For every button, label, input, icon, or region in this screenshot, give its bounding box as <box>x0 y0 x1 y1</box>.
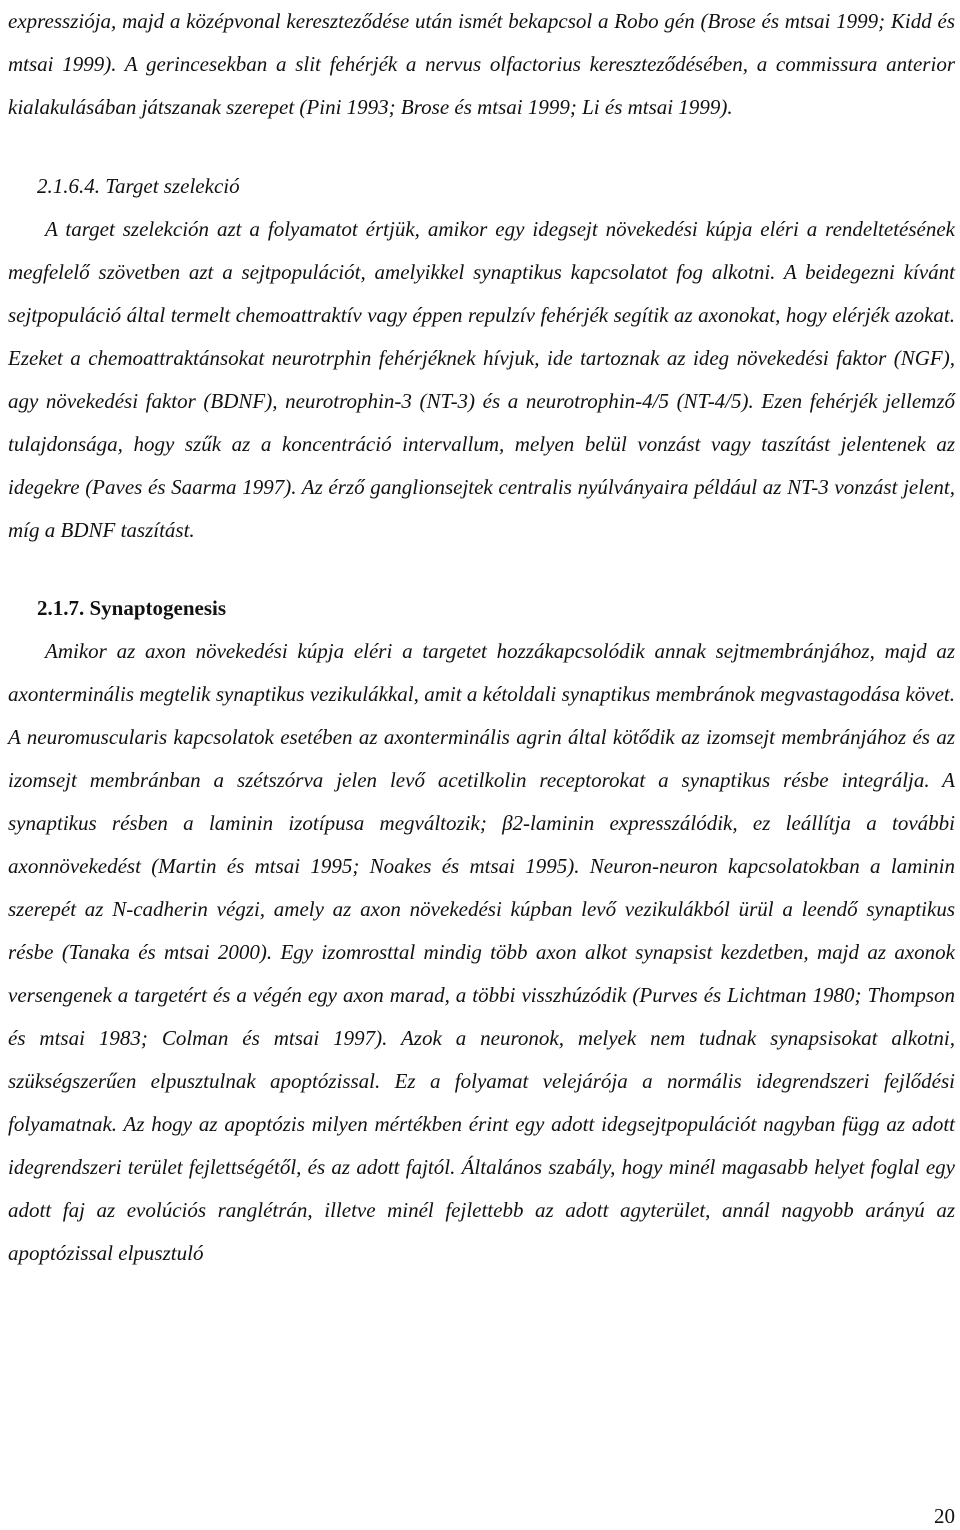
section-title: Synaptogenesis <box>89 596 227 620</box>
section-heading-target-selection <box>8 165 955 208</box>
section-title: Target szelekció <box>105 174 240 198</box>
paragraph-synaptogenesis: Amikor az axon növekedési kúpja eléri a targetet hozzákapcsolódik annak sejtmembránjához, majd az axonterminális megtelik synaptikus vezikulákkal, amit a kétoldali synaptikus membránok megvastagodása követ. A neuromuscularis kapcsolatok esetében az axonterminális agrin által kötődik az izomsejt membránjához és az izomsejt membránban a szétszórva jelen levő acetilkolin receptorokat a synaptikus résbe integrálja. A synaptikus résben a laminin izotípusa megváltozik; β2-laminin expresszálódik, ez leállítja a további axonnövekedést (Martin és mtsai 1995; Noakes és mtsai 1995). Neuron-neuron kapcsolatokban a laminin szerepét az N-cadherin végzi, amely az axon növekedési kúpban levő vezikulákból ürül a leendő synaptikus résbe (Tanaka és mtsai 2000). Egy izomrosttal mindig több axon alkot synapsist kezdetben, majd az axonok versengenek a targetért és a végén egy axon marad, a többi visszhúzódik (Purves és Lichtman 1980; Thompson és mtsai 1983; Colman és mtsai 1997). Azok a neuronok, melyek nem tudnak synapsisokat alkotni, szükségszerűen elpusztulnak apoptózissal. Ez a folyamat velejárója a normális idegrendszeri fejlődési folyamatnak. Az hogy az apoptózis milyen mértékben érint egy adott idegsejtpopulációt nagyban függ az adott idegrendszeri terület fejlettségétől, és az adott fajtól. Általános szabály, hogy minél magasabb helyet foglal egy adott faj az evolúciós ranglétrán, illetve minél fejlettebb az adott agyterület, annál nagyobb arányú az apoptózissal elpusztuló <box>8 639 955 1265</box>
paragraph-intro: expressziója, majd a középvonal kereszteződése után ismét bekapcsol a Robo gén (Brose és mtsai 1999; Kidd és mtsai 1999). A gerincesekban a slit fehérjék a nervus olfactorius kereszteződésében, a commissura anterior kialakulásában játszanak szerepet (Pini 1993; Brose és mtsai 1999; Li és mtsai 1999). <box>8 9 955 119</box>
page-number: 20 <box>934 1504 955 1528</box>
paragraph-target-selection: A target szelekción azt a folyamatot értjük, amikor egy idegsejt növekedési kúpja eléri a rendeltetésének megfelelő szövetben azt a sejtpopulációt, amelyikkel synaptikus kapcsolatot fog alkotni. A beidegezni kívánt sejtpopuláció által termelt chemoattraktív vagy éppen repulzív fehérjék segítik az axonokat, hogy elérjék azokat. Ezeket a chemoattraktánsokat neurotrphin fehérjéknek hívjuk, ide tartoznak az ideg növekedési faktor (NGF), agy növekedési faktor (BDNF), neurotrophin-3 (NT-3) és a neurotrophin-4/5 (NT-4/5). Ezen fehérjék jellemző tulajdonsága, hogy szűk az a koncentráció intervallum, melyen belül vonzást vagy taszítást jelentenek az idegekre (Paves és Saarma 1997). Az érző ganglionsejtek centralis nyúlványaira például az NT-3 vonzást jelent, míg a BDNF taszítást. <box>8 217 955 542</box>
document-page <box>8 0 955 1275</box>
section-number: 2.1.7. <box>37 596 85 620</box>
section-number: 2.1.6.4. <box>37 174 100 198</box>
section-heading-synaptogenesis <box>8 587 955 630</box>
